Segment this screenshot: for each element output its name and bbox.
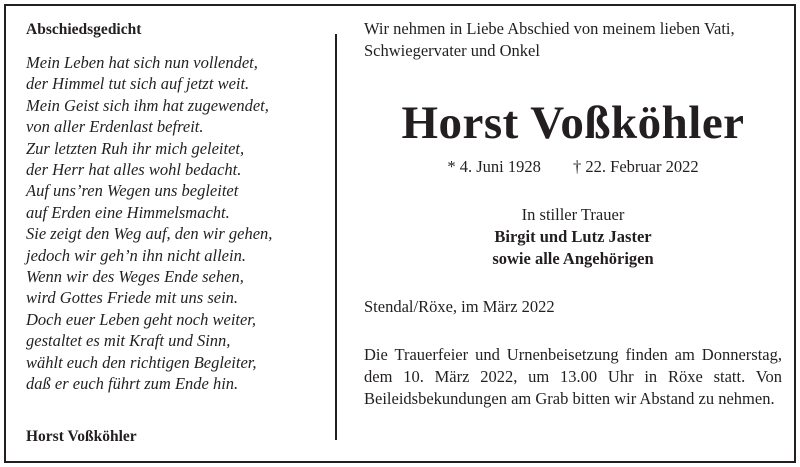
deceased-name: Horst Voßköhler xyxy=(401,97,745,149)
place-date: Stendal/Röxe, im März 2022 xyxy=(364,297,555,316)
farewell-poem-column xyxy=(26,20,318,445)
obituary-frame xyxy=(4,4,796,463)
life-dates xyxy=(364,156,782,178)
column-divider xyxy=(335,34,337,440)
poem-line: Mein Leben hat sich nun vollendet, xyxy=(26,53,258,72)
poem-line: Doch euer Leben geht noch weiter, xyxy=(26,309,257,329)
poem-line: wählt euch den richtigen Begleiter, xyxy=(26,352,257,372)
poem-line: Auf uns’ren Wegen uns begleitet xyxy=(26,181,239,201)
intro-line-2: Schwiegervater und Onkel xyxy=(364,41,540,60)
birth-date: * 4. Juni 1928 xyxy=(447,157,541,176)
mourners-relatives: sowie alle Angehörigen xyxy=(492,249,654,268)
poem-line: auf Erden eine Himmelsmacht. xyxy=(26,202,230,222)
mourners-names: Birgit und Lutz Jaster xyxy=(494,227,652,246)
mourning-label: In stiller Trauer xyxy=(521,205,625,224)
poem-line: von aller Erdenlast befreit. xyxy=(26,117,204,137)
poem-text xyxy=(26,52,318,395)
poem-line: Mein Geist sich ihm hat zugewendet, xyxy=(26,95,269,115)
funeral-notice: Die Trauerfeier und Urnenbeisetzung finden am Donnerstag, dem 10. März 2022, um 13.00 Uhr in Röxe statt. Von Beileidsbekundungen am Grab bitten wir Abstand zu nehmen. xyxy=(364,345,782,408)
poem-line: der Himmel tut sich auf jetzt weit. xyxy=(26,74,250,94)
poem-line: jedoch wir geh’n ihn nicht allein. xyxy=(26,245,246,265)
announcement-column xyxy=(364,18,782,410)
intro-text xyxy=(364,18,782,62)
poem-line: daß er euch führt zum Ende hin. xyxy=(26,374,239,394)
intro-line-1: Wir nehmen in Liebe Abschied von meinem lieben Vati, xyxy=(364,19,735,38)
poem-line: der Herr hat alles wohl bedacht. xyxy=(26,160,242,180)
poem-line: Wenn wir des Weges Ende sehen, xyxy=(26,267,244,287)
poem-line: gestaltet es mit Kraft und Sinn, xyxy=(26,331,231,351)
death-date: † 22. Februar 2022 xyxy=(573,157,699,176)
poem-signature: Horst Voßköhler xyxy=(26,428,137,445)
poem-line: Zur letzten Ruh ihr mich geleitet, xyxy=(26,138,245,158)
poem-line: Sie zeigt den Weg auf, den wir gehen, xyxy=(26,224,273,244)
mourners-block xyxy=(364,204,782,270)
poem-line: wird Gottes Friede mit uns sein. xyxy=(26,288,239,308)
poem-heading: Abschiedsgedicht xyxy=(26,21,142,38)
